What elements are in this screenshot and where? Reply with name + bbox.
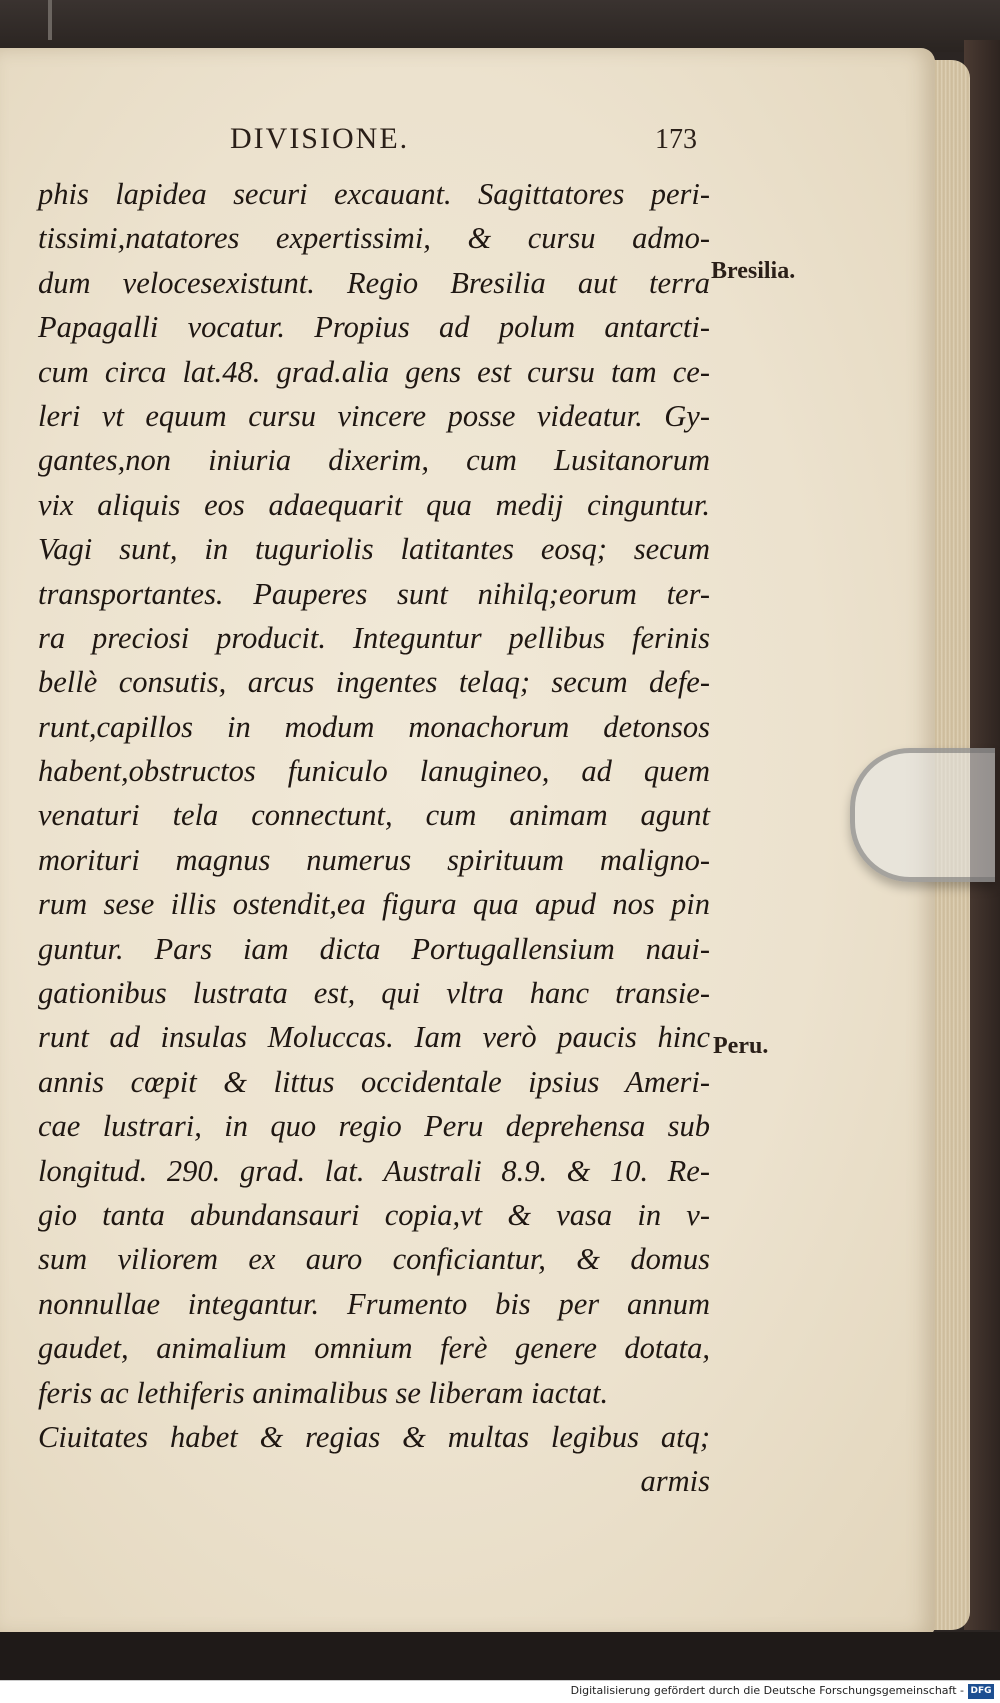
footer-bar bbox=[0, 1680, 1000, 1703]
footer-credit: Digitalisierung gefördert durch die Deutsche Forschungsgemeinschaft - bbox=[570, 1684, 964, 1697]
text-line: phis lapidea securi excauant. Sagittatores peri- bbox=[38, 177, 710, 211]
page-clip-holder bbox=[850, 748, 995, 882]
scan-bottom-band bbox=[0, 1632, 1000, 1680]
text-line: dum velocesexistunt. Regio Bresilia aut terra bbox=[38, 265, 710, 300]
text-line: bellè consutis, arcus ingentes telaq; secum defe- bbox=[38, 665, 710, 700]
text-line: guntur. Pars iam dicta Portugallensium naui- bbox=[38, 931, 710, 966]
text-line: habent,obstructos funiculo lanugineo, ad quem bbox=[38, 754, 710, 789]
text-line: transportantes. Pauperes sunt nihilq;eorum ter- bbox=[38, 576, 710, 611]
main-text-block bbox=[38, 172, 710, 1504]
text-line: gaudet, animalium omnium ferè genere dotata, bbox=[38, 1331, 710, 1366]
text-line: tissimi,natatores expertissimi, & cursu admo- bbox=[38, 221, 710, 256]
text-line: gio tanta abundansauri copia,vt & vasa in v- bbox=[38, 1197, 710, 1232]
text-line: sum viliorem ex auro conficiantur, & domus bbox=[38, 1242, 710, 1277]
text-line: leri vt equum cursu vincere posse videatur. Gy- bbox=[38, 398, 710, 433]
text-line: runt,capillos in modum monachorum detonsos bbox=[38, 709, 710, 744]
text-line: venaturi tela connectunt, cum animam agunt bbox=[38, 798, 710, 833]
text-line: vix aliquis eos adaequarit qua medij cinguntur. bbox=[38, 487, 710, 522]
running-head: DIVISIONE. bbox=[230, 122, 410, 155]
cover-spine-line bbox=[48, 0, 52, 40]
text-line: gantes,non iniuria dixerim, cum Lusitanorum bbox=[38, 443, 710, 478]
page-number: 173 bbox=[655, 124, 697, 155]
text-line: Papagalli vocatur. Propius ad polum antarcti- bbox=[38, 310, 710, 345]
dfg-logo: DFG bbox=[968, 1684, 994, 1699]
marginal-note-bresilia: Bresilia. bbox=[711, 258, 796, 284]
text-line: cae lustrari, in quo regio Peru deprehensa sub bbox=[38, 1109, 710, 1144]
text-line: cum circa lat.48. grad.alia gens est cursu tam ce- bbox=[38, 354, 710, 389]
marginal-note-peru: Peru. bbox=[713, 1033, 769, 1059]
text-line: Ciuitates habet & regias & multas legibus atq; bbox=[38, 1419, 710, 1454]
text-line: morituri magnus numerus spirituum maligno- bbox=[38, 842, 710, 877]
text-line: Vagi sunt, in tuguriolis latitantes eosq; secum bbox=[38, 532, 710, 567]
text-line: longitud. 290. grad. lat. Australi 8.9. & 10. Re- bbox=[38, 1153, 710, 1188]
book-cover-top bbox=[0, 0, 1000, 52]
catchword: armis bbox=[640, 1464, 710, 1499]
text-line: gationibus lustrata est, qui vltra hanc transie- bbox=[38, 976, 710, 1011]
text-line: nonnullae integantur. Frumento bis per annum bbox=[38, 1286, 710, 1321]
text-line: ra preciosi producit. Integuntur pellibus ferinis bbox=[38, 620, 710, 655]
text-line: runt ad insulas Moluccas. Iam verò paucis hinc bbox=[38, 1020, 710, 1055]
text-line: feris ac lethiferis animalibus se liberam iactat. bbox=[38, 1375, 609, 1410]
text-line: rum sese illis ostendit,ea figura qua apud nos pin bbox=[38, 887, 710, 922]
text-line: annis cœpit & littus occidentale ipsius Ameri- bbox=[38, 1064, 710, 1099]
